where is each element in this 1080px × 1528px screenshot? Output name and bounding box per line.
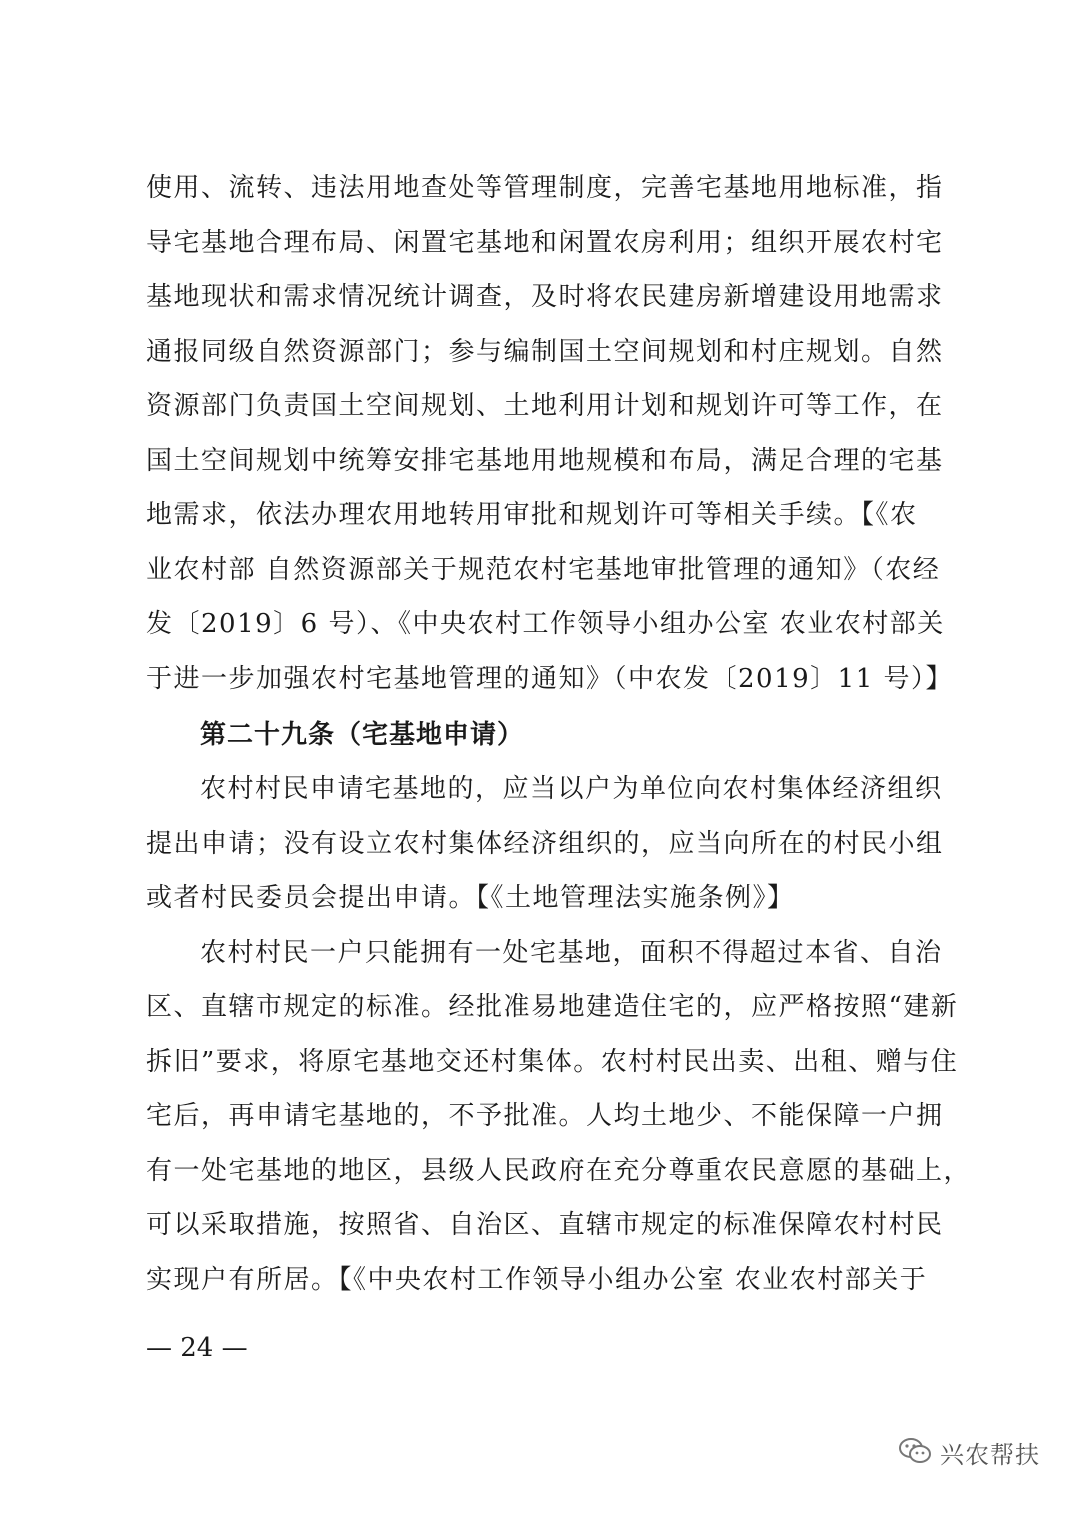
text-line: 使用、流转、违法用地查处等管理制度，完善宅基地用地标准，指 <box>146 173 944 203</box>
text-line: 国土空间规划中统筹安排宅基地用地规模和布局，满足合理的宅基 <box>146 445 944 476</box>
article-heading: 第二十九条（宅基地申请） <box>200 720 525 750</box>
text-line: 农村村民一户只能拥有一处宅基地，面积不得超过本省、自治 <box>200 937 943 968</box>
text-line: 宅后，再申请宅基地的，不予批准。人均土地少、不能保障一户拥 <box>146 1101 944 1131</box>
text-line: 通报同级自然资源部门；参与编制国土空间规划和村庄规划。自然 <box>146 336 944 367</box>
text-line: 地需求，依法办理农用地转用审批和规划许可等相关手续。【《农 <box>146 500 918 530</box>
text-line: 提出申请；没有设立农村集体经济组织的，应当向所在的村民小组 <box>146 828 944 859</box>
text-line: 导宅基地合理布局、闲置宅基地和闲置农房利用；组织开展农村宅 <box>146 227 944 258</box>
text-line: 资源部门负责国土空间规划、土地利用计划和规划许可等工作，在 <box>146 391 944 421</box>
text-line: 发〔2019〕6 号）、《中央农村工作领导小组办公室 农业农村部关 <box>146 609 945 639</box>
text-line: 基地现状和需求情况统计调查，及时将农民建房新增建设用地需求 <box>146 282 944 312</box>
text-line: 拆旧”要求，将原宅基地交还村集体。农村村民出卖、出租、赠与住 <box>146 1046 959 1077</box>
wechat-icon <box>898 1436 932 1470</box>
text-line: 于进一步加强农村宅基地管理的通知》（中农发〔2019〕11 号）】 <box>146 663 954 694</box>
page-number: — 24 — <box>146 1333 248 1363</box>
text-line: 实现户有所居。【《中央农村工作领导小组办公室 农业农村部关于 <box>146 1264 928 1295</box>
paragraph-block-2 <box>146 762 972 1307</box>
text-line: 区、直辖市规定的标准。经批准易地建造住宅的，应严格按照“建新 <box>146 992 959 1022</box>
text-line: 或者村民委员会提出申请。【《土地管理法实施条例》】 <box>146 883 795 913</box>
text-line: 农村村民申请宅基地的，应当以户为单位向农村集体经济组织 <box>200 774 943 804</box>
watermark-text: 兴农帮扶 <box>940 1441 1040 1469</box>
watermark <box>898 1435 1040 1470</box>
paragraph-block-1 <box>146 161 954 706</box>
text-line: 有一处宅基地的地区，县级人民政府在充分尊重农民意愿的基础上， <box>146 1155 972 1186</box>
text-line: 业农村部 自然资源部关于规范农村宅基地审批管理的通知》（农经 <box>146 554 941 585</box>
text-line: 可以采取措施，按照省、自治区、直辖市规定的标准保障农村村民 <box>146 1210 944 1240</box>
